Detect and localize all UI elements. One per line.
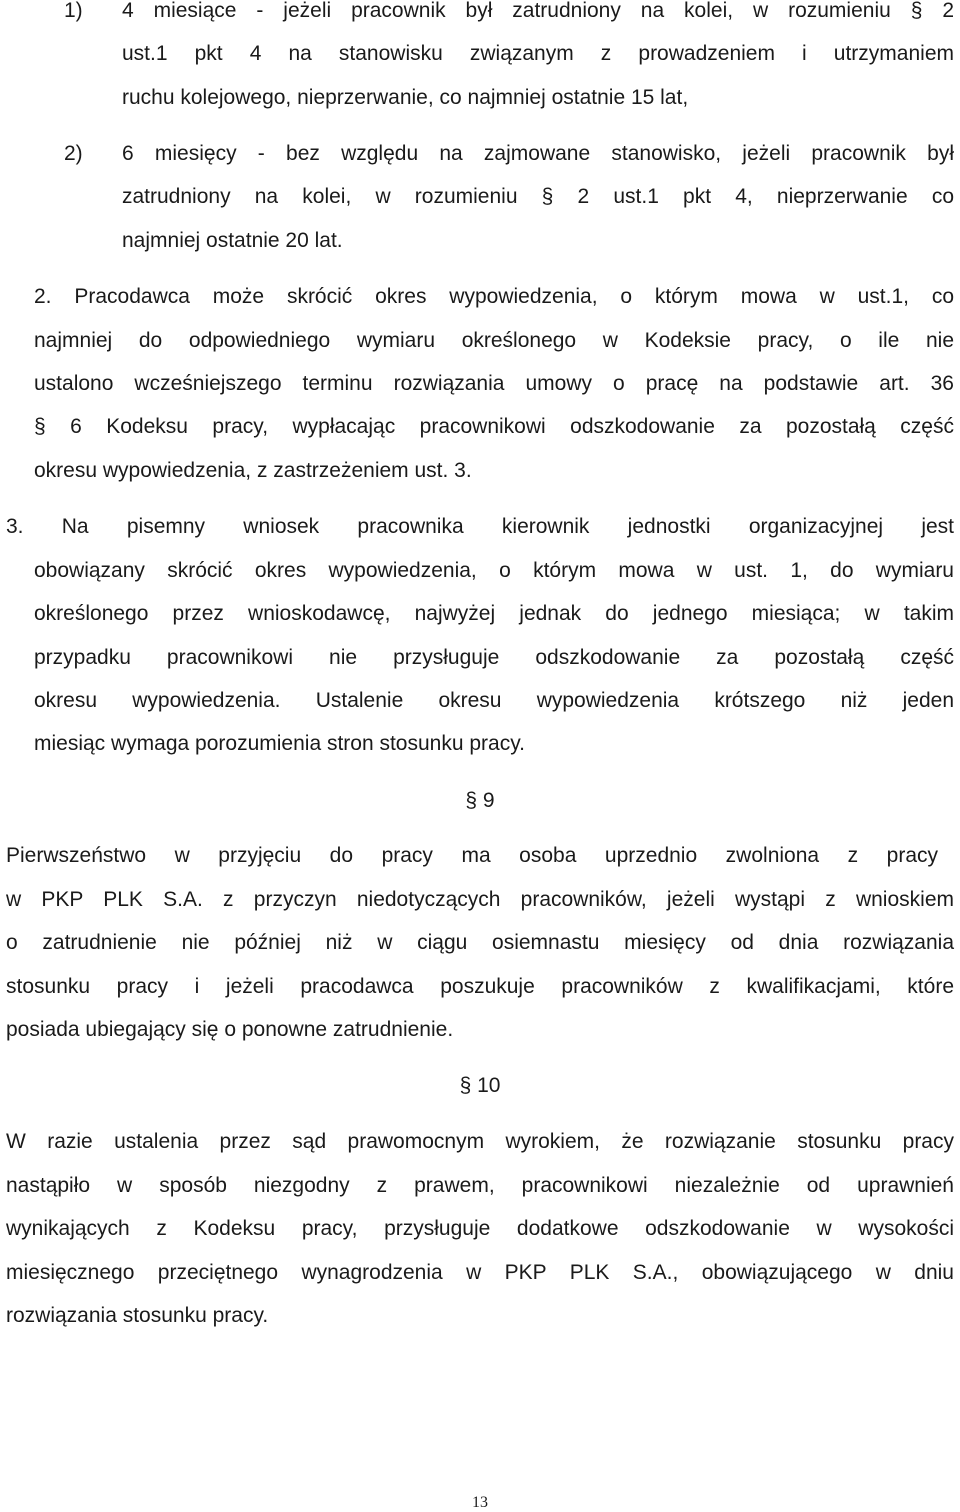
- paragraph-line: ustalono wcześniejszego terminu rozwiązania umowy o pracę na podstawie art. 36: [34, 372, 954, 395]
- section-line: wynikających z Kodeksu pracy, przysługuje dodatkowe odszkodowanie w wysokości: [6, 1217, 954, 1240]
- section-heading: § 9: [465, 789, 495, 812]
- section-line: rozwiązania stosunku pracy.: [6, 1304, 269, 1327]
- paragraph-line: określonego przez wnioskodawcę, najwyżej jednak do jednego miesiąca; w takim: [34, 602, 954, 625]
- list-item-number: 1): [64, 0, 83, 22]
- paragraph-line: 2. Pracodawca może skrócić okres wypowiedzenia, o którym mowa w ust.1, co: [34, 285, 954, 308]
- list-item-line: najmniej ostatnie 20 lat.: [122, 229, 343, 252]
- section-line: stosunku pracy i jeżeli pracodawca poszukuje pracowników z kwalifikacjami, które: [6, 975, 954, 998]
- section-line: miesięcznego przeciętnego wynagrodzenia w PKP PLK S.A., obowiązującego w dniu: [6, 1261, 954, 1284]
- paragraph-line: miesiąc wymaga porozumienia stron stosunku pracy.: [34, 732, 525, 755]
- page-number: 13: [472, 1494, 488, 1511]
- section-line: nastąpiło w sposób niezgodny z prawem, pracownikowi niezależnie od uprawnień: [6, 1174, 954, 1197]
- paragraph-line: obowiązany skrócić okres wypowiedzenia, o którym mowa w ust. 1, do wymiaru: [34, 559, 954, 582]
- paragraph-line: 3. Na pisemny wniosek pracownika kierownik jednostki organizacyjnej jest: [6, 515, 954, 538]
- section-heading: § 10: [459, 1074, 501, 1097]
- section-line: W razie ustalenia przez sąd prawomocnym wyrokiem, że rozwiązanie stosunku pracy: [6, 1130, 954, 1153]
- paragraph-line: okresu wypowiedzenia, z zastrzeżeniem ust. 3.: [34, 459, 472, 482]
- list-item-line: 6 miesięcy - bez względu na zajmowane stanowisko, jeżeli pracownik był: [122, 142, 954, 165]
- paragraph-line: najmniej do odpowiedniego wymiaru określonego w Kodeksie pracy, o ile nie: [34, 329, 954, 352]
- list-item-line: 4 miesiące - jeżeli pracownik był zatrudniony na kolei, w rozumieniu § 2: [122, 0, 954, 22]
- list-item-number: 2): [64, 142, 83, 165]
- list-item-line: zatrudniony na kolei, w rozumieniu § 2 ust.1 pkt 4, nieprzerwanie co: [122, 185, 954, 208]
- paragraph-line: okresu wypowiedzenia. Ustalenie okresu wypowiedzenia krótszego niż jeden: [34, 689, 954, 712]
- section-line: o zatrudnienie nie później niż w ciągu osiemnastu miesięcy od dnia rozwiązania: [6, 931, 954, 954]
- section-line: posiada ubiegający się o ponowne zatrudnienie.: [6, 1018, 454, 1041]
- paragraph-line: § 6 Kodeksu pracy, wypłacając pracownikowi odszkodowanie za pozostałą część: [34, 415, 954, 438]
- paragraph-line: przypadku pracownikowi nie przysługuje odszkodowanie za pozostałą część: [34, 646, 954, 669]
- section-line: w PKP PLK S.A. z przyczyn niedotyczących pracowników, jeżeli wystąpi z wnioskiem: [6, 888, 954, 911]
- section-line: Pierwszeństwo w przyjęciu do pracy ma osoba uprzednio zwolniona z pracy: [6, 844, 938, 867]
- list-item-line: ruchu kolejowego, nieprzerwanie, co najmniej ostatnie 15 lat,: [122, 86, 689, 109]
- list-item-line: ust.1 pkt 4 na stanowisku związanym z prowadzeniem i utrzymaniem: [122, 42, 954, 65]
